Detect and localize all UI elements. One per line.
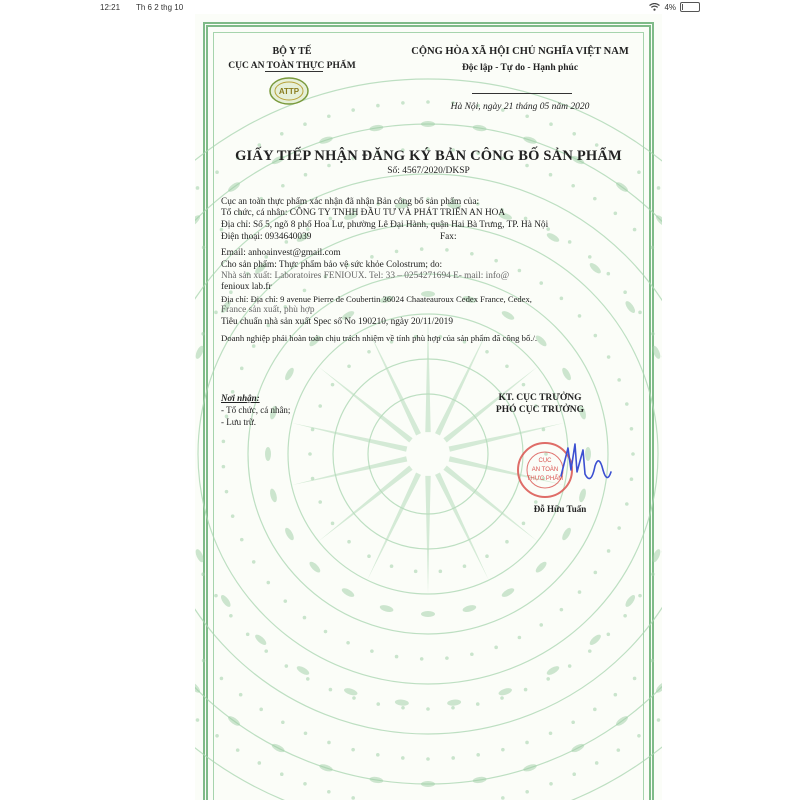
drum-dot xyxy=(426,707,430,711)
drum-dot xyxy=(625,502,629,506)
drum-dot xyxy=(546,677,550,681)
drum-dot xyxy=(258,143,262,147)
drum-dot xyxy=(376,753,380,757)
drum-dot xyxy=(549,732,553,736)
drum-dot xyxy=(568,240,572,244)
drum-figure xyxy=(588,633,602,647)
drum-dot xyxy=(281,720,285,724)
drum-figure xyxy=(472,124,487,132)
manufacturer-website: fenioux lab.fr xyxy=(221,282,272,292)
drum-dot xyxy=(395,655,399,659)
drum-dot xyxy=(505,365,509,369)
drum-figure xyxy=(462,604,477,613)
ministry-name: BỘ Y TẾ xyxy=(272,46,312,57)
recipient-item: - Tổ chức, cá nhân; xyxy=(221,405,291,415)
status-time: 12:21 xyxy=(100,3,121,12)
drum-figure xyxy=(522,763,537,773)
drum-dot xyxy=(231,514,235,518)
drum-dot xyxy=(485,554,489,558)
handwritten-signature xyxy=(561,444,611,479)
recipient-item: - Lưu trữ. xyxy=(221,417,256,427)
drum-figure xyxy=(447,699,462,706)
drum-dot xyxy=(240,367,244,371)
drum-dot xyxy=(280,772,284,776)
drum-dot xyxy=(525,114,529,118)
drum-figure xyxy=(522,135,537,145)
drum-star-ray xyxy=(435,328,489,436)
drum-star-ray xyxy=(319,367,413,443)
drum-dot xyxy=(327,741,331,745)
drum-dot xyxy=(201,332,205,336)
drum-dot xyxy=(630,427,634,431)
drum-dot xyxy=(445,656,449,660)
drum-dot xyxy=(451,706,455,710)
drum-dot xyxy=(259,708,263,712)
intro-line: Cục an toàn thực phẩm xác nhận đã nhận Bản công bố sản phẩm của: xyxy=(221,197,480,207)
drum-dot xyxy=(505,540,509,544)
drum-dot xyxy=(549,782,553,786)
drum-dot xyxy=(318,500,322,504)
drum-dot xyxy=(524,688,528,692)
drum-dot xyxy=(571,720,575,724)
drum-dot xyxy=(607,355,611,359)
drum-dot xyxy=(630,477,634,481)
drum-dot xyxy=(239,693,243,697)
drum-dot xyxy=(501,796,505,800)
drum-figure xyxy=(283,366,295,381)
drum-figure xyxy=(624,300,637,315)
manufacturer-address-cont: France sản xuất, phù hợp xyxy=(221,305,315,315)
drum-dot xyxy=(351,796,355,800)
drum-dot xyxy=(633,677,637,681)
drum-figure xyxy=(498,687,513,697)
drum-star-ray xyxy=(292,456,408,485)
product-line: Cho sản phẩm: Thực phẩm bảo vệ sức khỏe Colostrum; do: xyxy=(221,260,443,270)
issuer-block xyxy=(212,46,372,71)
drum-figure xyxy=(570,742,585,754)
drum-figure xyxy=(421,611,435,617)
drum-dot xyxy=(401,706,405,710)
drum-dot xyxy=(501,748,505,752)
drum-dot xyxy=(463,564,467,568)
drum-dot xyxy=(588,649,592,653)
drum-figure xyxy=(545,231,560,243)
drum-dot xyxy=(240,538,244,542)
stamp-line-2: AN TOÀN xyxy=(531,467,559,473)
drum-dot xyxy=(625,402,629,406)
drum-dot xyxy=(225,490,229,494)
drum-dot xyxy=(633,228,637,232)
drum-dot xyxy=(607,272,611,276)
drum-dot xyxy=(623,614,627,618)
document-page xyxy=(195,14,662,800)
drum-dot xyxy=(264,649,268,653)
drum-figure xyxy=(343,687,358,697)
logo-text: ATTP xyxy=(278,87,300,96)
responsibility-line: Doanh nghiệp phải hoàn toàn chịu trách nhiệm về tính phù hợp của sản phẩm đã công bố./. xyxy=(221,333,538,343)
drum-dot xyxy=(426,757,430,761)
drum-dot xyxy=(614,212,618,216)
document-title: GIẤY TIẾP NHẬN ĐĂNG KÝ BẢN CÔNG BỐ SẢN PHẨM xyxy=(235,148,622,164)
drum-dot xyxy=(347,540,351,544)
drum-figure xyxy=(265,447,271,461)
drum-dot xyxy=(196,718,200,722)
drum-dot xyxy=(614,693,618,697)
drum-figure xyxy=(560,526,572,541)
drum-dot xyxy=(229,614,233,618)
drum-dot xyxy=(222,465,226,469)
drum-dot xyxy=(327,790,331,794)
drum-dot xyxy=(539,623,543,627)
drum-star-ray xyxy=(319,465,413,541)
document-number: Số: 4567/2020/DKSP xyxy=(387,166,470,176)
drum-figure xyxy=(271,742,286,754)
drum-dot xyxy=(202,246,206,250)
drum-star-ray xyxy=(292,423,408,452)
drum-figure xyxy=(545,664,560,676)
drum-dot xyxy=(214,594,218,598)
drum-dot xyxy=(283,599,287,603)
drum-dot xyxy=(329,688,333,692)
drum-dot xyxy=(370,649,374,653)
drum-dot xyxy=(346,641,350,645)
drum-dot xyxy=(252,344,256,348)
drum-dot xyxy=(525,790,529,794)
drum-dot xyxy=(246,633,250,637)
drum-dot xyxy=(367,554,371,558)
drum-figure xyxy=(340,586,355,598)
drum-figure xyxy=(219,594,232,609)
drum-dot xyxy=(311,428,315,432)
drum-dot xyxy=(376,702,380,706)
drum-dot xyxy=(367,350,371,354)
drum-dot xyxy=(560,608,564,612)
fax-line: Fax: xyxy=(440,232,457,242)
drum-dot xyxy=(236,748,240,752)
recipients-block xyxy=(221,392,290,428)
drum-star-ray xyxy=(425,476,430,594)
manufacturer-address-line: Địa chỉ: Địa chỉ: 9 avenue Pierre de Coubertin 36024 Chaateauroux Cedex France, Cedex, xyxy=(221,294,532,304)
drum-dot xyxy=(549,122,553,126)
drum-dot xyxy=(390,564,394,568)
drum-figure xyxy=(283,526,295,541)
drum-figure xyxy=(421,121,435,127)
drum-dot xyxy=(215,734,219,738)
drum-dot xyxy=(376,104,380,108)
drum-dot xyxy=(617,526,621,530)
issuer-underline xyxy=(265,71,323,72)
drum-dot xyxy=(347,365,351,369)
drum-dot xyxy=(285,664,289,668)
drum-dot xyxy=(578,314,582,318)
drum-dot xyxy=(607,633,611,637)
motto: Độc lập - Tự do - Hạnh phúc xyxy=(461,63,579,73)
drum-dot xyxy=(303,289,307,293)
drum-dot xyxy=(476,702,480,706)
drum-figure xyxy=(318,135,333,145)
drum-dot xyxy=(414,570,418,574)
drum-figure xyxy=(195,680,202,694)
drum-dot xyxy=(214,311,218,315)
drum-dot xyxy=(281,184,285,188)
drum-figure xyxy=(254,633,268,647)
drum-star-ray xyxy=(367,472,421,580)
wifi-icon xyxy=(649,3,660,11)
status-bar xyxy=(0,0,800,14)
signature-line-2: PHÓ CỤC TRƯỞNG xyxy=(495,405,585,415)
drum-dot xyxy=(588,255,592,259)
drum-dot xyxy=(593,197,597,201)
drum-figure xyxy=(308,560,322,574)
drum-dot xyxy=(351,748,355,752)
drum-dot xyxy=(470,652,474,656)
drum-dot xyxy=(571,184,575,188)
drum-dot xyxy=(327,114,331,118)
drum-dot xyxy=(651,332,655,336)
drum-dot xyxy=(539,281,543,285)
drum-figure xyxy=(472,776,487,784)
signature-line-1: KT. CỤC TRƯỞNG xyxy=(498,393,582,403)
status-right xyxy=(649,2,700,12)
signature-title xyxy=(465,392,615,416)
drum-dot xyxy=(522,522,526,526)
drum-star-ray xyxy=(435,472,489,580)
organization-line: Tổ chức, cá nhân: CÔNG TY TNHH ĐẦU TƯ VÀ PHÁT TRIỂN AN HOA xyxy=(221,208,506,218)
drum-dot xyxy=(370,255,374,259)
drum-figure xyxy=(534,560,548,574)
drum-figure xyxy=(588,261,602,275)
drum-dot xyxy=(420,657,424,661)
drum-dot xyxy=(303,616,307,620)
agency-logo xyxy=(268,76,310,106)
motto-underline xyxy=(472,93,572,94)
drum-figure xyxy=(379,604,394,613)
drum-figure xyxy=(651,345,662,360)
address-line: Địa chỉ: Số 5, ngõ 8 phố Hoa Lư, phường Lê Đại Hành, quận Hai Bà Trưng, TP. Hà Nội xyxy=(221,220,549,230)
drum-dot xyxy=(657,186,661,190)
drum-dot xyxy=(445,248,449,252)
drum-figure xyxy=(500,586,515,598)
drum-figure xyxy=(624,594,637,609)
drum-dot xyxy=(470,252,474,256)
phone-line: Điện thoại: 0934640039 xyxy=(221,232,312,242)
drum-dot xyxy=(594,571,598,575)
drum-dot xyxy=(631,452,635,456)
drum-dot xyxy=(651,659,655,663)
drum-dot xyxy=(201,572,205,576)
drum-dot xyxy=(439,570,443,574)
drum-dot xyxy=(202,659,206,663)
drum-figure xyxy=(269,488,278,503)
drum-dot xyxy=(494,646,498,650)
drum-dot xyxy=(331,383,335,387)
drum-dot xyxy=(657,718,661,722)
drum-dot xyxy=(451,756,455,760)
agency-name: CỤC AN TOÀN THỰC PHẨM xyxy=(228,61,356,71)
drum-dot xyxy=(304,732,308,736)
drum-figure xyxy=(318,763,333,773)
drum-dot xyxy=(308,452,312,456)
drum-figure xyxy=(500,309,515,321)
drum-dot xyxy=(395,250,399,254)
drum-figure xyxy=(560,366,572,381)
drum-figure xyxy=(195,548,205,563)
recipients-heading: Nơi nhận: xyxy=(221,393,260,403)
issue-date: Hà Nội, ngày 21 tháng 05 năm 2020 xyxy=(450,102,590,112)
drum-dot xyxy=(306,677,310,681)
drum-star-ray xyxy=(425,314,430,432)
drum-dot xyxy=(595,143,599,147)
drum-dot xyxy=(525,741,529,745)
drum-dot xyxy=(266,581,270,585)
drum-figure xyxy=(295,664,310,676)
drum-figure xyxy=(369,124,384,132)
drum-star-ray xyxy=(367,328,421,436)
drum-dot xyxy=(196,186,200,190)
battery-icon xyxy=(680,2,700,12)
drum-dot xyxy=(593,708,597,712)
drum-figure xyxy=(651,548,662,563)
official-stamp xyxy=(513,436,623,506)
drum-dot xyxy=(485,350,489,354)
stamp-line-3: THỰC PHẨM xyxy=(526,476,564,482)
drum-dot xyxy=(617,748,621,752)
drum-dot xyxy=(638,311,642,315)
drum-dot xyxy=(303,782,307,786)
drum-dot xyxy=(578,590,582,594)
drum-dot xyxy=(651,246,655,250)
drum-dot xyxy=(594,334,598,338)
drum-dot xyxy=(401,756,405,760)
drum-dot xyxy=(638,594,642,598)
drum-dot xyxy=(500,696,504,700)
standard-line: Tiêu chuẩn nhà sản xuất Spec số No 190210, ngày 20/11/2019 xyxy=(221,317,453,327)
drum-dot xyxy=(352,696,356,700)
drum-figure xyxy=(195,214,202,228)
drum-dot xyxy=(311,477,315,481)
drum-dot xyxy=(572,132,576,136)
drum-dot xyxy=(303,122,307,126)
drum-dot xyxy=(651,572,655,576)
drum-dot xyxy=(568,664,572,668)
drum-dot xyxy=(331,522,335,526)
drum-dot xyxy=(518,269,522,273)
drum-dot xyxy=(494,259,498,263)
drum-dot xyxy=(324,630,328,634)
country-name: CỘNG HÒA XÃ HỘI CHỦ NGHĨA VIỆT NAM xyxy=(411,46,629,57)
drum-figure xyxy=(395,699,410,706)
motto-block xyxy=(400,46,640,73)
email-line: Email: anhoainvest@gmail.com xyxy=(221,248,341,258)
drum-dot xyxy=(637,734,641,738)
drum-figure xyxy=(369,776,384,784)
drum-dot xyxy=(572,772,576,776)
drum-dot xyxy=(518,636,522,640)
status-date: Th 6 2 thg 10 xyxy=(136,3,184,12)
drum-dot xyxy=(420,247,424,251)
drum-dot xyxy=(560,297,564,301)
drum-figure xyxy=(421,781,435,787)
drum-dot xyxy=(617,378,621,382)
drum-figure xyxy=(195,345,205,360)
drum-dot xyxy=(318,404,322,408)
drum-dot xyxy=(542,428,546,432)
drum-dot xyxy=(595,761,599,765)
signer-name: Đỗ Hữu Tuấn xyxy=(533,504,587,514)
drum-dot xyxy=(252,560,256,564)
drum-dot xyxy=(280,132,284,136)
drum-dot xyxy=(220,677,224,681)
battery-percent: 4% xyxy=(664,2,676,12)
drum-dot xyxy=(222,440,226,444)
stamp-line-1: CỤC xyxy=(538,458,552,464)
drum-dot xyxy=(522,383,526,387)
drum-dot xyxy=(607,549,611,553)
drum-dot xyxy=(476,753,480,757)
drum-dot xyxy=(623,290,627,294)
manufacturer-line: Nhà sản xuất: Laboratoires FENIOUX. Tel: 33 – 0254271694 E- mail: info@ xyxy=(221,271,510,281)
drum-dot xyxy=(351,108,355,112)
drum-dot xyxy=(258,761,262,765)
